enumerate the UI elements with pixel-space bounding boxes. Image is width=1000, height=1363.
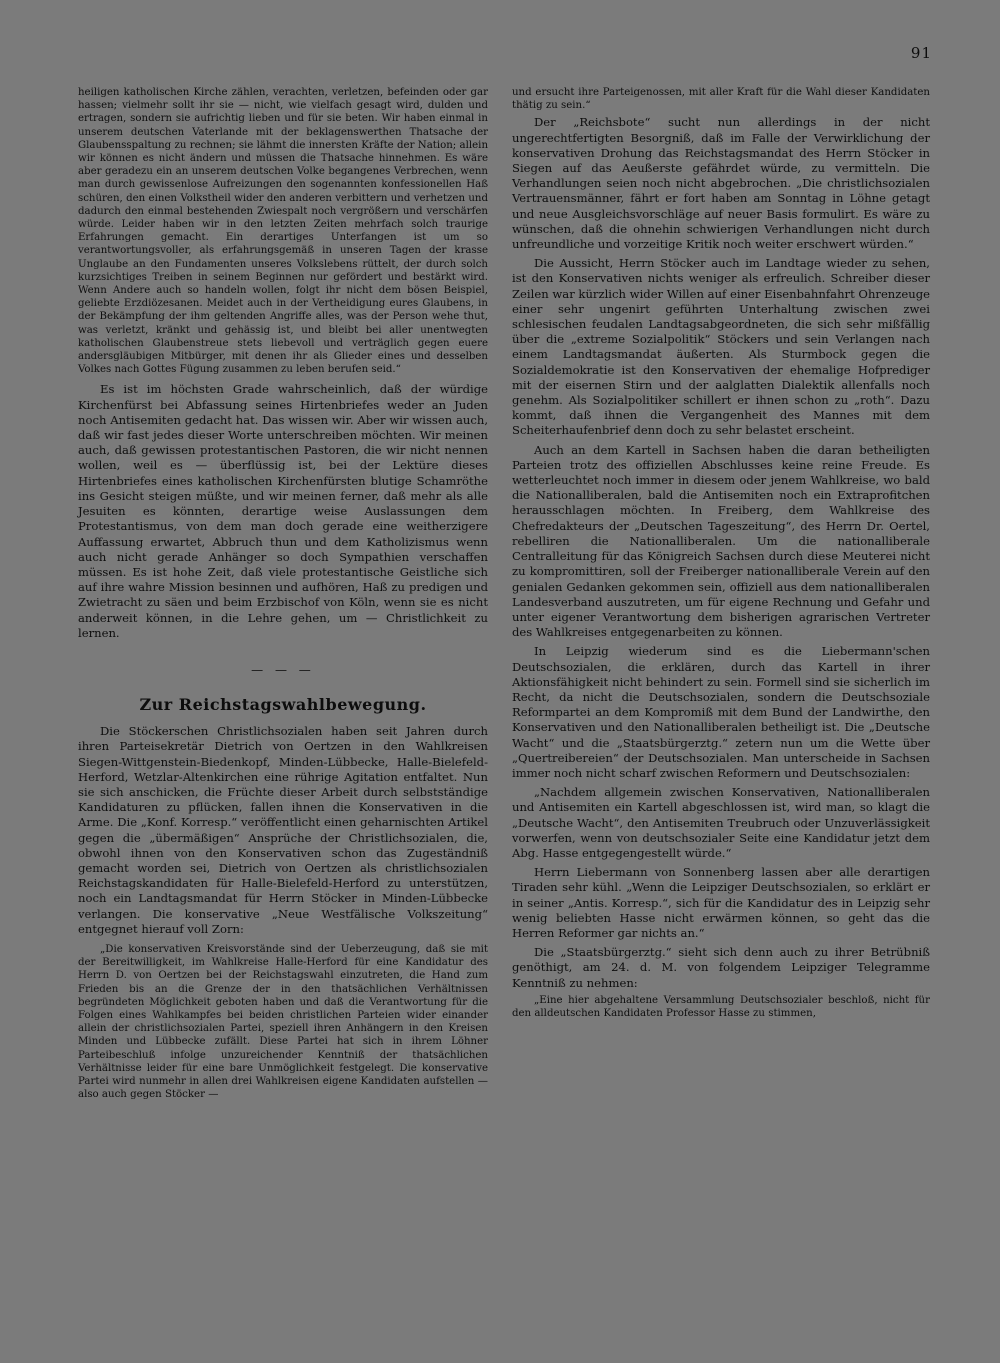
article-paragraph: In Leipzig wiederum sind es die Liebermann'schen Deutschsozialen, die erklären, durch das Kartell in ihrer Aktionsfähigkeit nicht behindert zu sein. Formell sind sie sicherlich im Recht, da nicht die Deutschsozialen, sondern die Deutschsoziale Reformpartei an dem Kompromiß mit dem Bund der Landwirthe, den Konservativen und den Nationalliberalen betheiligt ist. Die „Deutsche Wacht“ und die „Staatsbürgerztg.“ zetern nun um die Wette über „Quertreibereien“ der Deutschsozialen. Man unterscheide in Sachsen immer noch nicht scharf zwischen Reformern und Deutschsozialen: <box>512 644 930 780</box>
article-paragraph: Auch an dem Kartell in Sachsen haben die daran betheiligten Parteien trotz des offiziellen Abschlusses keine reine Freude. Es wetterleuchtet noch immer in diesem oder jenem Wahlkreise, wo bald die Nationalliberalen, bald die Antisemiten noch ein Extraprofitchen herausschlagen möchten. In Freiberg, dem Wahlkreise des Chefredakteurs der „Deutschen Tageszeitung“, des Herrn Dr. Oertel, rebelliren die Nationalliberalen. Um die nationalliberale Centralleitung für das Königreich Sachsen durch diese Meuterei nicht zu kompromittiren, soll der Freiberger nationalliberale Verein auf den genialen Gedanken gekommen sein, offiziell aus dem nationalliberalen Landesverband auszutreten, um für eigene Rechnung und Gefahr und unter eigener Verantwortung dem bisherigen agrarischen Vertreter des Wahlkreises entgegenarbeiten zu können. <box>512 442 930 640</box>
article-paragraph: Die Stöckerschen Christlichsozialen haben seit Jahren durch ihren Parteisekretär Dietrich von Oertzen in den Wahlkreisen Siegen-Wittgenstein-Biedenkopf, Minden-Lübbecke, Halle-Bielefeld-Herford, Wetzlar-Altenkirchen eine rührige Agitation entfaltet. Nun sie sich anschicken, die Früchte dieser Arbeit durch selbstständige Kandidaturen zu pflücken, fallen ihnen die Konservativen in die Arme. Die „Konf. Korresp.“ veröffentlicht einen geharnischten Artikel gegen die „übermäßigen“ Ansprüche der Christlichsozialen, die, obwohl ihnen von den Konservativen schon das Zugeständniß gemacht worden sei, Dietrich von Oertzen als christlichsozialen Reichstagskandidaten für Halle-Bielefeld-Herford zu unterstützen, noch ein Landtagsmandat für Herrn Stöcker in Minden-Lübbecke verlangen. Die konservative „Neue Westfälische Volkszeitung“ entgegnet hierauf voll Zorn: <box>78 724 488 936</box>
quoted-telegram: „Eine hier abgehaltene Versammlung Deutschsozialer beschloß, nicht für den alldeutschen Kandidaten Professor Hasse zu stimmen, <box>512 994 930 1019</box>
quoted-newspaper: „Die konservativen Kreisvorstände sind der Ueberzeugung, daß sie mit der Bereitwilligkeit, im Wahlkreise Halle-Herford für eine Kandidatur des Herrn D. von Oertzen bei der Reichstagswahl einzutreten, die Hand zum Frieden bis an die Grenze der in den thatsächlichen Verhältnissen begründeten Möglichkeit geboten haben und daß die Verantwortung für die Folgen eines Wahlkampfes bei beiden christlichen Parteien wider einander allein der christlichsozialen Partei, speziell ihren Anhängern in den Kreisen Minden und Lübbecke zufällt. Diese Partei hat sich in ihrem Löhner Parteibeschluß infolge unzureichender Kenntniß der thatsächlichen Verhältnisse leider für eine bare Unmöglichkeit festgelegt. Die konservative Partei wird nunmehr in allen drei Wahlkreisen eigene Kandidaten aufstellen — also auch gegen Stöcker — <box>78 943 488 1101</box>
section-separator: — — — <box>251 662 315 677</box>
section-title: Zur Reichstagswahlbewegung. <box>139 695 427 715</box>
page-number: 91 <box>910 44 932 62</box>
commentary-paragraph: Es ist im höchsten Grade wahrscheinlich, daß der würdige Kirchenfürst bei Abfassung seines Hirtenbriefes weder an Juden noch Antisemiten gedacht hat. Das wissen wir. Aber wir wissen auch, daß wir fast jedes dieser Worte unterschreiben möchten. Wir meinen auch, daß gewissen protestantischen Pastoren, die wir nicht nennen wollen, weil es — überflüssig ist, bei der Lektüre dieses Hirtenbriefes eines katholischen Kirchenfürsten blutige Schamröthe ins Gesicht steigen müßte, und wir meinen ferner, daß mehr als alle Jesuiten es könnten, derartige weise Auslassungen dem Protestantismus, von dem man doch gerade eine weitherzigere Auffassung erwartet, Abbruch thun und dem Katholizismus wenn auch nicht gerade Anhänger so doch Sympathien verschaffen müssen. Es ist hohe Zeit, daß viele protestantische Geistliche sich auf ihre wahre Mission besinnen und aufhören, Haß zu predigen und Zwietracht zu säen und beim Erzbischof von Köln, wenn sie es nicht anderweit können, in die Lehre gehen, um — Christlichkeit zu lernen. <box>78 382 488 640</box>
quoted-pastoral-letter: heiligen katholischen Kirche zählen, verachten, verletzen, befeinden oder gar hassen; vielmehr sollt ihr sie — nicht, wie vielfach gesagt wird, dulden und ertragen, sondern sie aufrichtig lieben und für sie beten. Wir haben einmal in unserem deutschen Vaterlande mit der beklagenswerthen Thatsache der Glaubensspaltung zu rechnen; sie lähmt die innersten Kräfte der Nation; allein wir können es nicht ändern und müssen die Thatsache hinnehmen. Es wäre aber geradezu ein an unserem deutschen Volke begangenes Verbrechen, wenn man durch gewissenlose Aufreizungen den sogenannten konfessionellen Haß schüren, den einen Volkstheil wider den anderen verbittern und verhetzen und dadurch den einmal bestehenden Zwiespalt noch vergrößern und verschärfen würde. Leider haben wir in den letzten Zeiten mehrfach solch traurige Erfahrungen gemacht. Ein derartiges Unterfangen ist um so verantwortungsvoller, als erfahrungsgemäß in unseren Tagen der krasse Unglaube an den Fundamenten unseres Volkslebens rüttelt, der durch solch kurzsichtiges Treiben in seinem Beginnen nur gefördert und bestärkt wird. Wenn Andere auch so handeln wollen, folgt ihr nicht dem bösen Beispiel, geliebte Erzdiözesanen. Meidet auch in der Vertheidigung eures Glaubens, in der Bekämpfung der ihm geltenden Angriffe alles, was der Person wehe thut, was verletzt, kränkt und gehässig ist, und bleibt bei aller unentwegten katholischen Glaubenstreue stets liebevoll und verträglich gegen euere andersgläubigen Mitbürger, mit denen ihr als Glieder eines und desselben Volkes nach Gottes Fügung zusammen zu leben berufen seid.“ <box>78 87 488 376</box>
article-paragraph: Herrn Liebermann von Sonnenberg lassen aber alle derartigen Tiraden sehr kühl. „Wenn die Leipziger Deutschsozialen, so erklärt er in seiner „Antis. Korresp.“, sich für die Kandidatur des in Leipzig sehr wenig beliebten Hasse nicht erwärmen können, so geht das die Herren Reformer gar nichts an.“ <box>512 865 930 940</box>
left-column <box>78 86 488 1101</box>
right-column <box>512 86 930 1020</box>
article-paragraph: Die Aussicht, Herrn Stöcker auch im Landtage wieder zu sehen, ist den Konservativen nichts weniger als erfreulich. Schreiber dieser Zeilen war kürzlich wider Willen auf einer Eisenbahnfahrt Ohrenzeuge einer sehr ungenirt geführten Unterhaltung zwischen zwei schlesischen feudalen Landtagsabgeordneten, die sich sehr mißfällig über die „extreme Sozialpolitik“ Stöckers und sein Verlangen nach einem Landtagsmandat äußerten. Als Sturmbock gegen die Sozialdemokratie ist den Konservativen der ehemalige Hofprediger mit der eisernen Stirn und der aalglatten Dialektik allenfalls noch genehm. Als Sozialpolitiker schillert er ihnen schon zu „roth“. Dazu kommt, daß ihnen die Vergangenheit des Mannes mit dem Scheiterhaufenbrief denn doch zu sehr belastet erscheint. <box>512 256 930 438</box>
article-paragraph: Die „Staatsbürgerztg.“ sieht sich denn auch zu ihrer Betrübniß genöthigt, am 24. d. M. von folgendem Leipziger Telegramme Kenntniß zu nehmen: <box>512 945 930 990</box>
quote-continuation: und ersucht ihre Parteigenossen, mit aller Kraft für die Wahl dieser Kandidaten thätig zu sein.“ <box>512 87 930 112</box>
article-paragraph: Der „Reichsbote“ sucht nun allerdings in der nicht ungerechtfertigten Besorgniß, daß im Falle der Verwirklichung der konservativen Drohung das Reichstagsmandat des Herrn Stöcker in Siegen auf das Aeußerste gefährdet würde, zu vermitteln. Die Verhandlungen seien noch nicht abgebrochen. „Die christlichsozialen Vertrauensmänner, fährt er fort haben am Sonntag in Löhne getagt und neue Ausgleichsvorschläge auf neuer Basis formulirt. Es wäre zu wünschen, daß die ohnehin schwierigen Verhandlungen nicht durch unfreundliche und vorzeitige Kritik noch weiter erschwert würden.“ <box>512 115 930 252</box>
quoted-paragraph: „Nachdem allgemein zwischen Konservativen, Nationalliberalen und Antisemiten ein Kartell abgeschlossen ist, wird man, so klagt die „Deutsche Wacht“, den Antisemiten Treubruch oder Unzuverlässigkeit vorwerfen, wenn von deutschsozialer Seite eine Kandidatur jetzt dem Abg. Hasse entgegengestellt würde.“ <box>512 785 930 860</box>
